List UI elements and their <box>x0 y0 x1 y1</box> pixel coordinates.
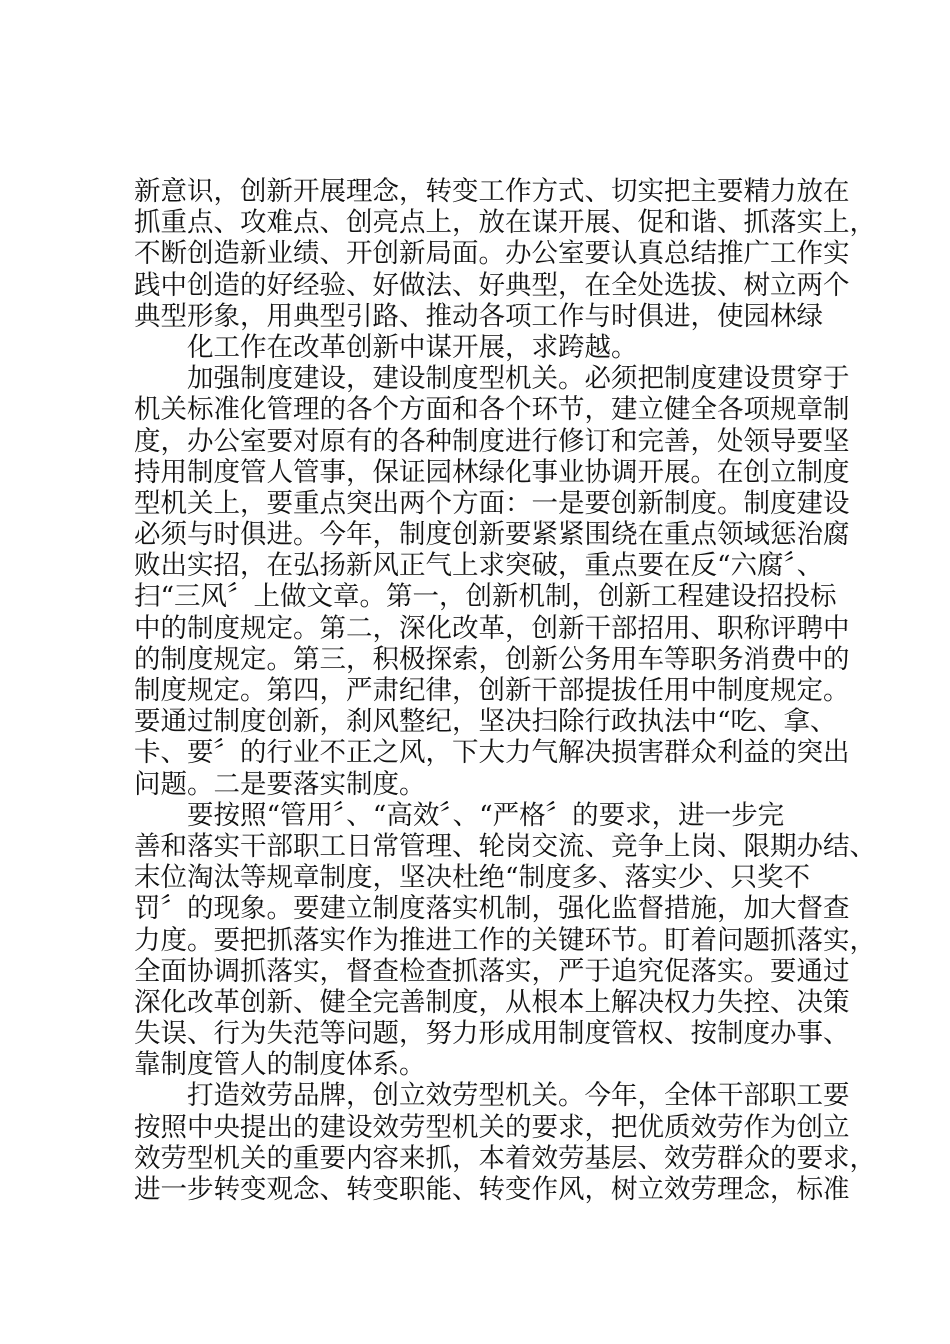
text-line: 靠制度管人的制度体系。 <box>134 1049 426 1081</box>
text-line: 善和落实干部职工日常管理、轮岗交流、竞争上岗、限期办结、 <box>134 830 876 862</box>
text-line: 进一步转变观念、转变职能、转变作风，树立效劳理念，标准 <box>134 1174 850 1205</box>
text-line: 抓重点、攻难点、创亮点上，放在谋开展、促和谐、抓落实上， <box>134 207 876 239</box>
text-line: 机关标准化管理的各个方面和各个环节，建立健全各项规章制 <box>134 394 850 426</box>
text-line: 卡、要〞的行业不正之风，下大力气解决损害群众利益的突出 <box>134 737 850 769</box>
text-line: 深化改革创新、健全完善制度，从根本上解决权力失控、决策 <box>134 986 850 1018</box>
text-line: 效劳型机关的重要内容来抓，本着效劳基层、效劳群众的要求， <box>134 1142 876 1174</box>
text-line: 要通过制度创新，刹风整纪，坚决扫除行政执法中“吃、拿、 <box>134 706 837 738</box>
text-line: 败出实招，在弘扬新风正气上求突破，重点要在反“六腐〞、 <box>134 550 824 582</box>
paragraph-start-line: 加强制度建设，建设制度型机关。必须把制度建设贯穿于 <box>187 363 850 395</box>
text-line: 按照中央提出的建设效劳型机关的要求，把优质效劳作为创立 <box>134 1111 850 1143</box>
text-line: 的制度规定。第三，积极探索，创新公务用车等职务消费中的 <box>134 643 850 675</box>
paragraph-start-line: 化工作在改革创新中谋开展，求跨越。 <box>187 331 638 363</box>
text-line: 制度规定。第四，严肃纪律，创新干部提拔任用中制度规定。 <box>134 675 850 706</box>
text-line: 罚〞的现象。要建立制度落实机制，强化监督措施，加大督查 <box>134 893 850 925</box>
text-line: 度，办公室要对原有的各种制度进行修订和完善，处领导要坚 <box>134 425 850 457</box>
text-line: 中的制度规定。第二，深化改革，创新干部招用、职称评聘中 <box>134 612 850 644</box>
document-body <box>134 176 876 1205</box>
text-line: 典型形象，用典型引路、推动各项工作与时俱进，使园林绿 <box>134 300 823 332</box>
text-line: 全面协调抓落实，督查检查抓落实，严于追究促落实。要通过 <box>134 955 850 987</box>
text-line: 失误、行为失范等问题，努力形成用制度管权、按制度办事、 <box>134 1018 850 1050</box>
paragraph-start-line: 要按照“管用〞、“高效〞、“严格〞的要求，进一步完 <box>187 799 785 831</box>
text-line: 型机关上，要重点突出两个方面：一是要创新制度。制度建设 <box>134 487 850 519</box>
text-line: 问题。二是要落实制度。 <box>134 768 426 800</box>
paragraph-start-line: 打造效劳品牌，创立效劳型机关。今年，全体干部职工要 <box>187 1080 850 1112</box>
text-line: 必须与时俱进。今年，制度创新要紧紧围绕在重点领域惩治腐 <box>134 519 850 551</box>
text-line: 持用制度管人管事，保证园林绿化事业协调开展。在创立制度 <box>134 456 850 488</box>
text-line: 末位淘汰等规章制度，坚决杜绝“制度多、落实少、只奖不 <box>134 862 811 894</box>
text-line: 力度。要把抓落实作为推进工作的关键环节。盯着问题抓落实， <box>134 924 876 956</box>
text-line: 不断创造新业绩、开创新局面。办公室要认真总结推广工作实 <box>134 238 850 270</box>
text-line: 扫“三风〞上做文章。第一，创新机制，创新工程建设招投标 <box>134 581 837 613</box>
text-line: 新意识，创新开展理念，转变工作方式、切实把主要精力放在 <box>134 176 850 207</box>
text-line: 践中创造的好经验、好做法、好典型，在全处选拔、树立两个 <box>134 269 850 301</box>
